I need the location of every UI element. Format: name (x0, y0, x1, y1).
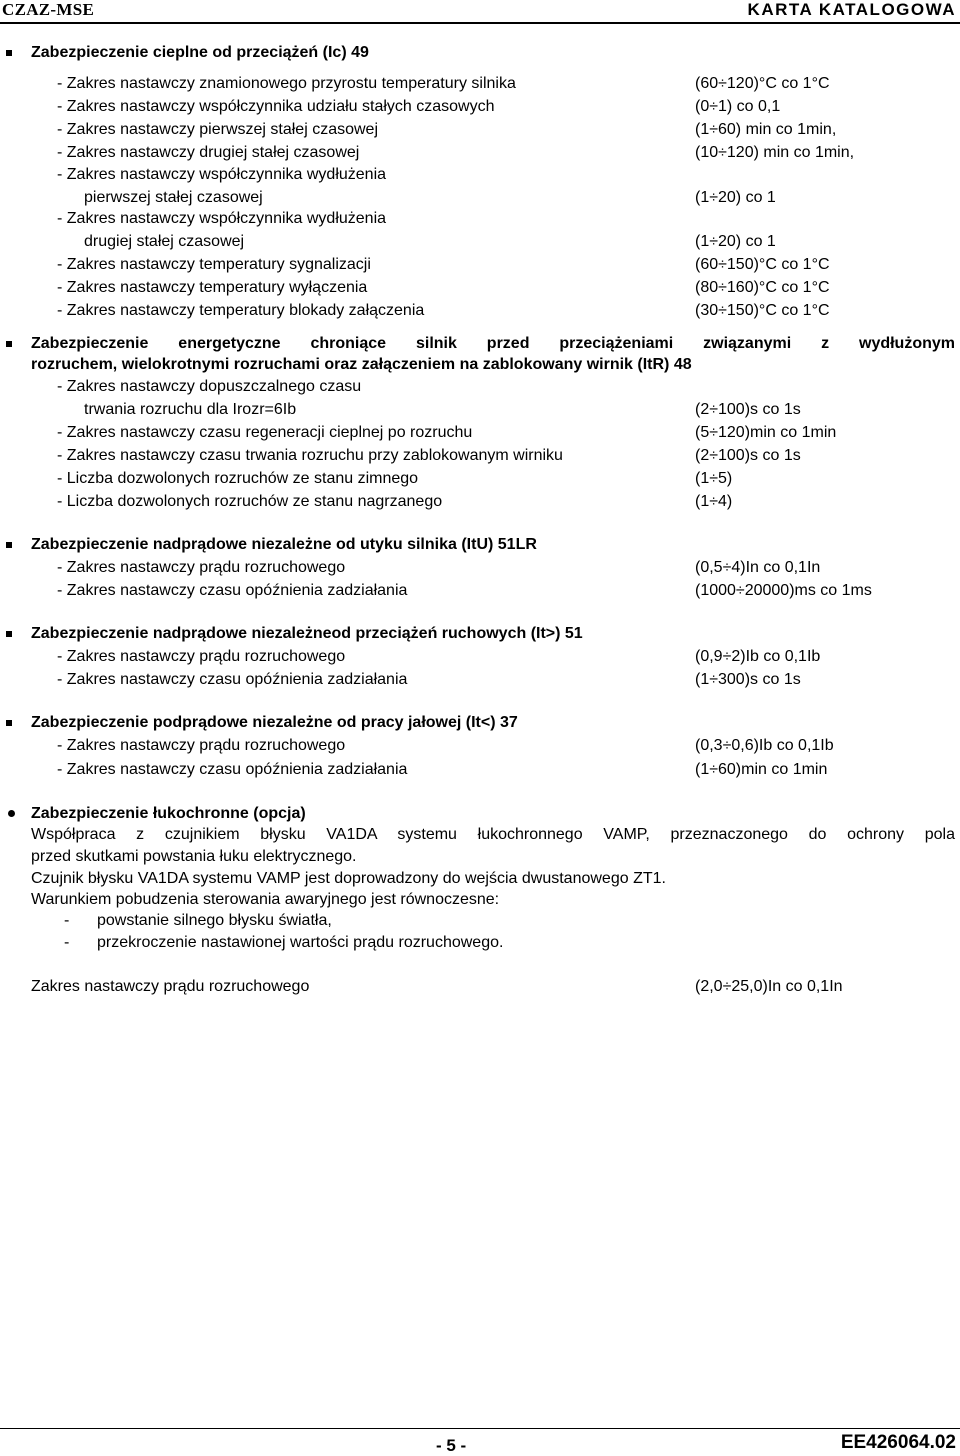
paragraph: przed skutkami powstania łuku elektrycznego. (31, 848, 357, 865)
section-bullet (6, 720, 12, 726)
row-label: - Zakres nastawczy temperatury wyłączenia (57, 279, 368, 296)
row-value: (1÷5) (695, 470, 733, 487)
row-label: - Zakres nastawczy drugiej stałej czasowej (57, 144, 360, 161)
row-label: - Zakres nastawczy temperatury sygnalizacji (57, 256, 371, 273)
section-bullet-round (8, 810, 15, 817)
footer-rule (0, 1428, 960, 1429)
document-type: KARTA KATALOGOWA (747, 0, 956, 19)
row-value: (1÷20) co 1 (695, 233, 776, 250)
row-value: (1÷60) min co 1min, (695, 121, 837, 138)
row-label: - Zakres nastawczy czasu opóźnienia zadziałania (57, 671, 408, 688)
row-value: (80÷160)°C co 1°C (695, 279, 830, 296)
section-title-arc: Zabezpieczenie łukochronne (opcja) (31, 805, 306, 822)
row-label: - Zakres nastawczy pierwszej stałej czasowej (57, 121, 378, 138)
row-value: (0,5÷4)In co 0,1In (695, 559, 821, 576)
row-value: (1÷60)min co 1min (695, 761, 828, 778)
row-value: (5÷120)min co 1min (695, 424, 837, 441)
section-title-undercurrent: Zabezpieczenie podprądowe niezależne od pracy jałowej (It<) 37 (31, 714, 518, 731)
row-value: (2÷100)s co 1s (695, 447, 801, 464)
row-value: (60÷120)°C co 1°C (695, 75, 830, 92)
row-label: trwania rozruchu dla Irozr=6Ib (84, 401, 297, 418)
row-label: - Zakres nastawczy współczynnika wydłużenia (57, 210, 387, 227)
row-value: (1÷300)s co 1s (695, 671, 801, 688)
row-label: - Zakres nastawczy prądu rozruchowego (57, 559, 346, 576)
section-bullet (6, 542, 12, 548)
row-label: - Zakres nastawczy prądu rozruchowego (57, 737, 346, 754)
paragraph: Warunkiem pobudzenia sterowania awaryjnego jest równoczesne: (31, 891, 500, 908)
row-label: drugiej stałej czasowej (84, 233, 245, 250)
row-label: - Zakres nastawczy dopuszczalnego czasu (57, 378, 362, 395)
row-value: (2÷100)s co 1s (695, 401, 801, 418)
section-bullet (6, 631, 12, 637)
row-label: Zakres nastawczy prądu rozruchowego (31, 978, 310, 995)
row-label: - Liczba dozwolonych rozruchów ze stanu zimnego (57, 470, 419, 487)
list-item: powstanie silnego błysku światła, (97, 912, 332, 929)
list-dash: - (64, 912, 70, 929)
section-bullet (6, 341, 12, 347)
row-value: (2,0÷25,0)In co 0,1In (695, 978, 843, 995)
row-value: (1÷4) (695, 493, 733, 510)
row-label: - Zakres nastawczy współczynnika wydłużenia (57, 166, 387, 183)
header-rule (0, 22, 960, 24)
section-bullet (6, 50, 12, 56)
row-value: (30÷150)°C co 1°C (695, 302, 830, 319)
document-code: EE426064.02 (840, 1432, 956, 1453)
paragraph: Czujnik błysku VA1DA systemu VAMP jest doprowadzony do wejścia dwustanowego ZT1. (31, 870, 666, 887)
section-title-overload: Zabezpieczenie nadprądowe niezależneod przeciążeń ruchowych (It>) 51 (31, 625, 583, 642)
row-value: (0,3÷0,6)Ib co 0,1Ib (695, 737, 834, 754)
section-title-stall: Zabezpieczenie nadprądowe niezależne od utyku silnika (ItU) 51LR (31, 536, 537, 553)
row-label: pierwszej stałej czasowej (84, 189, 263, 206)
row-value: (10÷120) min co 1min, (695, 144, 855, 161)
list-item: przekroczenie nastawionej wartości prądu rozruchowego. (97, 934, 504, 951)
section-title-energy: Zabezpieczenie energetyczne chroniące silnik przed przeciążeniami związanymi z wydłużonym (31, 335, 955, 352)
row-label: - Zakres nastawczy prądu rozruchowego (57, 648, 346, 665)
row-label: - Zakres nastawczy czasu opóźnienia zadziałania (57, 761, 408, 778)
row-value: (1000÷20000)ms co 1ms (695, 582, 872, 599)
row-value: (60÷150)°C co 1°C (695, 256, 830, 273)
row-label: - Zakres nastawczy czasu regeneracji cieplnej po rozruchu (57, 424, 473, 441)
section-title-thermal: Zabezpieczenie cieplne od przeciążeń (Ic) 49 (31, 44, 369, 61)
row-label: - Zakres nastawczy znamionowego przyrostu temperatury silnika (57, 75, 516, 92)
page-number: - 5 - (436, 1436, 467, 1455)
row-label: - Zakres nastawczy temperatury blokady załączenia (57, 302, 425, 319)
list-dash: - (64, 934, 70, 951)
row-value: (0÷1) co 0,1 (695, 98, 781, 115)
paragraph: Współpraca z czujnikiem błysku VA1DA systemu łukochronnego VAMP, przeznaczonego do ochrony pola (31, 826, 955, 843)
row-value: (1÷20) co 1 (695, 189, 776, 206)
document-brand: CZAZ-MSE (2, 0, 95, 19)
section-title-energy-cont: rozruchem, wielokrotnymi rozruchami oraz załączeniem na zablokowany wirnik (ItR) 48 (31, 356, 692, 373)
row-value: (0,9÷2)Ib co 0,1Ib (695, 648, 821, 665)
row-label: - Liczba dozwolonych rozruchów ze stanu nagrzanego (57, 493, 443, 510)
row-label: - Zakres nastawczy współczynnika udziału stałych czasowych (57, 98, 495, 115)
row-label: - Zakres nastawczy czasu trwania rozruchu przy zablokowanym wirniku (57, 447, 563, 464)
row-label: - Zakres nastawczy czasu opóźnienia zadziałania (57, 582, 408, 599)
